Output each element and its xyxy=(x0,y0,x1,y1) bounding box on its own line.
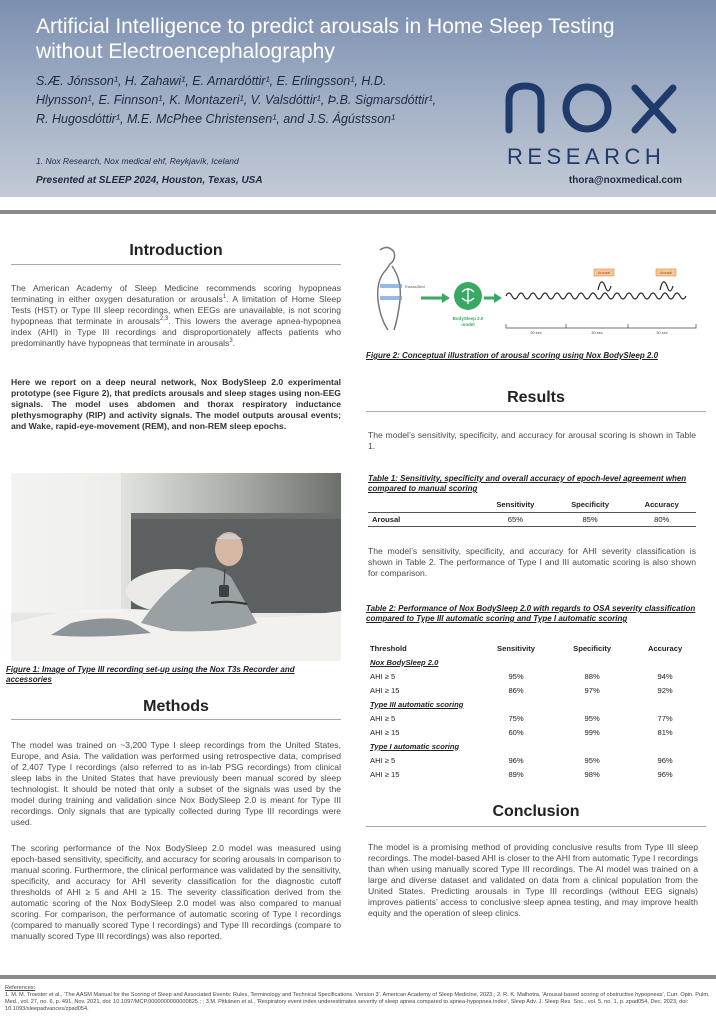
table-row xyxy=(366,683,700,697)
patient-bed-illustration xyxy=(11,473,341,661)
table-2-group-label: Nox BodySleep 2.0 xyxy=(370,657,439,667)
references-label: References: xyxy=(5,985,36,991)
epoch-label-2: 30 sec xyxy=(591,331,603,335)
table-2-header: Threshold xyxy=(370,643,407,653)
table-2-cell: 94% xyxy=(657,671,673,681)
table-2-cell: 89% xyxy=(508,769,524,779)
table-1-cell: 65% xyxy=(478,512,553,526)
intro-rule xyxy=(11,264,341,265)
table-row xyxy=(366,767,700,781)
figure-2-diagram xyxy=(366,240,706,335)
table-1-header xyxy=(368,498,478,512)
methods-paragraph-1: The model was trained on ~3,200 Type I sleep recordings from the United States, Europe, and Asia. The validation was performed using retrospective data, comprised of 2,407 Type I recordings (also referred to as in-lab PSG recordings) from clinical sleep labs in the United States that have previously been manual scored by sleep technologist. It should be noted that only a subset of the signals was used by the model during training and validation since Nox BodySleep 2.0 is meant for Type III recordings. Only signals that are typically collected during Type III recordings were used. xyxy=(11,740,341,827)
affiliation: 1. Nox Research, Nox medical ehf, Reykjavík, Iceland xyxy=(36,156,239,166)
table-2-cell: 88% xyxy=(584,671,600,681)
table-2-cell: 97% xyxy=(584,685,600,695)
model-label-2: model xyxy=(461,322,475,327)
methods-paragraph-2: The scoring performance of the Nox BodySleep 2.0 model was measured using epoch-based sensitivity, specificity, and accuracy for scoring arousals in comparison to manual scoring. Furthermore, the clinical performance was validated by the sensitivity, specificity, and accuracy for AHI severity classification for the diagnostic cutoff thresholds of AHI ≥ 5 and AHI ≥ 15. The severity classification derived from the automatic scoring of the Nox BodySleep 2.0 model was also compared to manual scoring. For comparison, the performance of automatic scoring of Type I recordings (compared to manually scored Type I recordings) and Type III recordings (compare to manually scored Type III recordings) was also reported. xyxy=(11,843,341,941)
arousal-label-2: Arousal xyxy=(659,271,673,275)
methods-heading: Methods xyxy=(143,698,209,715)
table-2-cell: 81% xyxy=(657,727,673,737)
table-2-cell: AHI ≥ 5 xyxy=(370,671,396,681)
table-2-group-label: Type I automatic scoring xyxy=(370,741,460,751)
poster-title: Artificial Intelligence to predict arousals in Home Sleep Testing without Electroencephalography xyxy=(36,15,615,63)
epoch-label-3: 30 sec xyxy=(656,331,668,335)
figure-2-caption: Figure 2: Conceptual illustration of arousal scoring using Nox BodySleep 2.0 xyxy=(366,351,659,360)
table-2 xyxy=(366,641,700,781)
table-2-cell: AHI ≥ 15 xyxy=(370,769,400,779)
footer-divider xyxy=(0,975,716,979)
table-2-cell: AHI ≥ 15 xyxy=(370,685,400,695)
presented-at: Presented at SLEEP 2024, Houston, Texas, USA xyxy=(36,175,263,186)
table-2-header: Specificity xyxy=(573,643,612,653)
figure-1-photo xyxy=(11,473,341,661)
table-1 xyxy=(368,498,696,527)
table-2-header: Sensitivity xyxy=(497,643,536,653)
table-row xyxy=(366,753,700,767)
table-2-cell: 92% xyxy=(657,685,673,695)
model-label-1: BodySleep 2.0 xyxy=(452,316,484,321)
table-2-cell: 75% xyxy=(508,713,524,723)
figure-1-caption: Figure 1: Image of Type III recording set-up using the Nox T3s Recorder and accessories xyxy=(6,665,295,684)
results-heading: Results xyxy=(507,389,565,406)
table-2-cell: 99% xyxy=(584,727,600,737)
table-2-cell: 77% xyxy=(657,713,673,723)
nox-logo-mark xyxy=(503,78,683,138)
table-2-group-label: Type III automatic scoring xyxy=(370,699,464,709)
introduction-paragraph-2: Here we report on a deep neural network, Nox BodySleep 2.0 experimental prototype (see Figure 2), that predicts arousals and sleep stages using non-EEG signals. The model uses abdomen and thorax respiratory inductance plethysmography (RIP) and activity signals. The model outputs arousal events; and Wake, rapid-eye-movement (REM), and non-REM sleep epochs. xyxy=(11,377,341,431)
arousal-scoring-illustration xyxy=(366,240,706,335)
conclusion-rule xyxy=(366,826,706,827)
poster-header xyxy=(0,0,716,197)
table-2-cell: 96% xyxy=(657,769,673,779)
table-2-cell: AHI ≥ 5 xyxy=(370,713,396,723)
nox-research-logo xyxy=(503,78,683,168)
table-2-cell: 86% xyxy=(508,685,524,695)
introduction-paragraph-1: The American Academy of Sleep Medicine recommends scoring hypopneas terminating in either oxygen desaturation or arousals$^1$. A limitation of Home Sleep Tests (HST) or Type III sleep recordings, when EEGs are unavailable, is not scoring hypopneas that terminate in arousals$^{2,3}$. This lowers the average apnea-hypopnea index (AHI) in Type III recordings and disproportionately affects patients who predominantly have hypopneas that terminate in arousals$^3$. xyxy=(11,283,341,348)
table-1-cell: 85% xyxy=(553,512,628,526)
table-2-cell: 95% xyxy=(508,671,524,681)
logo-subtext: RESEARCH xyxy=(507,144,666,169)
references-text: 1. M. M. Troester et al., 'The AASM Manual for the Scoring of Sleep and Associated Events: Rules, Terminology and Technical Specifications. Version 3'. American Academy of Sleep Medicine, 2023.; 2. R. K. Malhotra, 'Arousal-based scoring of obstructive hypopneas', Curr. Opin. Pulm. Med., vol. 27, no. 6, p. 491, Nov. 2021, doi: 10.1097/MCP.0000000000000825.; ; 3.M. Pitkänen et al., 'Respiratory event index underestimates severity of sleep apnea compared to apnea-hypopnea index', Sleep Adv. J. Sleep Res. Soc., vol. 5, no. 1, p. zpad054, Dec. 2023, doi: 10.1093/sleepadvances/zpad054. xyxy=(5,992,710,1012)
table-row xyxy=(366,725,700,739)
table-row xyxy=(366,711,700,725)
introduction-heading: Introduction xyxy=(129,242,223,259)
table-row xyxy=(368,512,696,526)
table-1-cell: 80% xyxy=(627,512,696,526)
table-2-header-row xyxy=(366,641,700,655)
table-2-cell: AHI ≥ 5 xyxy=(370,755,396,765)
table-2-cell: 95% xyxy=(584,755,600,765)
signal-label: Thorax/Abd xyxy=(404,284,425,289)
table-1-header: Sensitivity xyxy=(496,500,535,510)
authors-line-1: S.Æ. Jónsson¹, H. Zahawi¹, E. Arnardóttir¹, E. Erlingsson¹, H.D. xyxy=(36,74,387,88)
table-2-cell: 96% xyxy=(508,755,524,765)
table-2-header: Accuracy xyxy=(647,643,683,653)
table-1-cell: Arousal xyxy=(368,512,478,526)
table-2-cell: 95% xyxy=(584,713,600,723)
table-2-cell: 60% xyxy=(508,727,524,737)
table-1-caption: Table 1: Sensitivity, specificity and overall accuracy of epoch-level agreement when compared to manual scoring xyxy=(368,474,687,493)
contact-email[interactable]: thora@noxmedical.com xyxy=(568,175,682,186)
references xyxy=(5,985,711,1013)
header-divider xyxy=(0,210,716,214)
table-1-header: Accuracy xyxy=(644,500,679,510)
epoch-label-1: 30 sec xyxy=(530,331,542,335)
table-row xyxy=(366,669,700,683)
results-middle-text: The model’s sensitivity, specificity, and accuracy for AHI severity classification is shown in Table 2. The performance of Type I and III automatic scoring is also shown for comparison. xyxy=(368,546,696,578)
authors-line-2: Hlynsson¹, E. Finnson¹, K. Montazeri¹, V. Valsdóttir¹, Þ.B. Sigmarsdóttir¹, xyxy=(36,93,437,107)
methods-rule xyxy=(11,719,341,720)
table-2-group-row xyxy=(366,655,700,669)
table-1-header-row xyxy=(368,498,696,512)
conclusion-heading: Conclusion xyxy=(492,803,580,820)
author-list xyxy=(36,72,486,129)
table-2-cell: 96% xyxy=(657,755,673,765)
results-rule xyxy=(366,411,706,412)
table-2-caption: Table 2: Performance of Nox BodySleep 2.0 with regards to OSA severity classification compared to Type III automatic scoring and Type I automatic scoring xyxy=(366,604,696,623)
table-2-group-row xyxy=(366,697,700,711)
arousal-label-1: Arousal xyxy=(597,271,611,275)
table-2-cell: AHI ≥ 15 xyxy=(370,727,400,737)
table-2-cell: 98% xyxy=(584,769,600,779)
authors-line-3: R. Hugosdóttir¹, M.E. McPhee Christensen¹, and J.S. Ágústsson¹ xyxy=(36,112,396,126)
conclusion-text: The model is a promising method of providing conclusive results from Type III sleep recordings. The model-based AHI is closer to the AHI from automatic Type I recordings than when using manually scored Type III recordings. The AI model was trained on a large and diverse dataset and validated on data from a clinical population from the United States. Predicting arousals in Type III recordings (without EEG signals) improves patients’ access to conclusive sleep apnea testing, and may improve health equity and the operation of sleep clinics. xyxy=(368,842,698,918)
table-2-group-row xyxy=(366,739,700,753)
table-1-header: Specificity xyxy=(571,500,610,510)
results-intro: The model’s sensitivity, specificity, and accuracy for arousal scoring is shown in Table 1. xyxy=(368,430,696,451)
